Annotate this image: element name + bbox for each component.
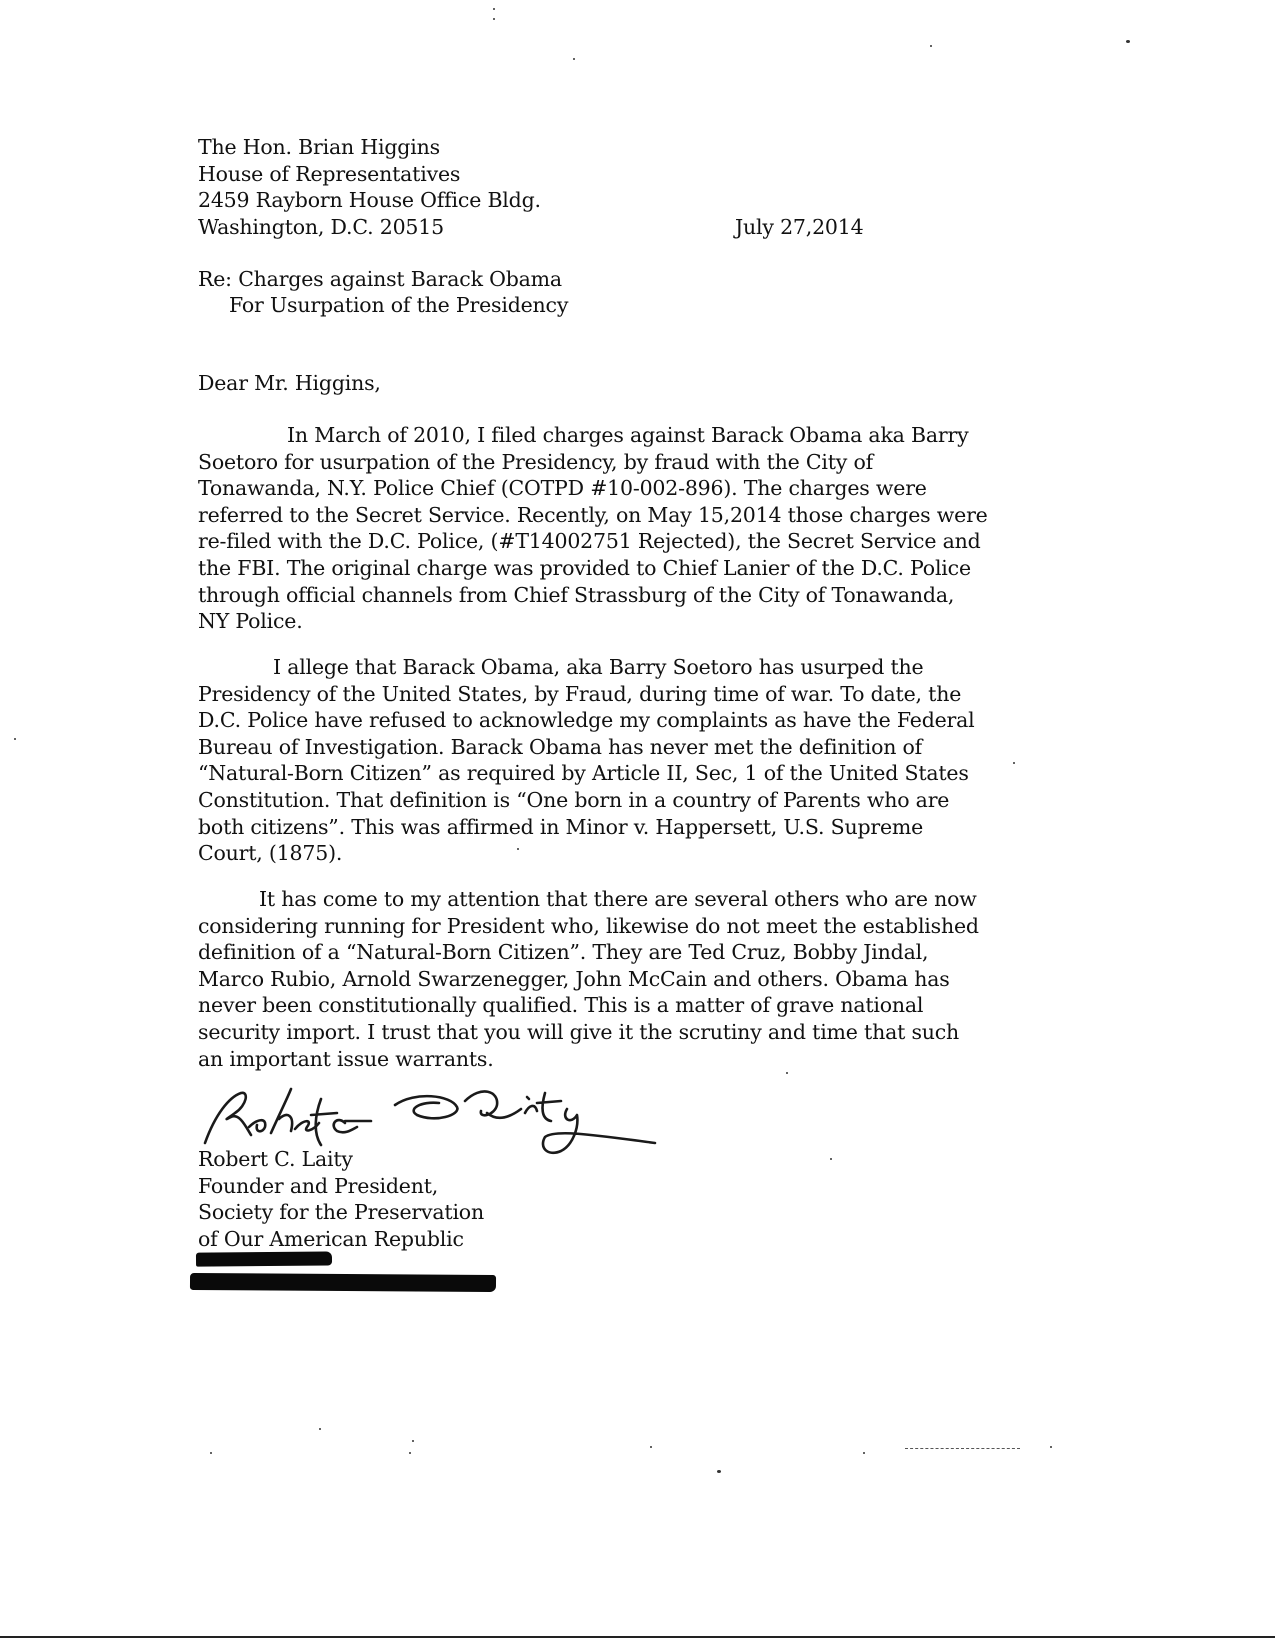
scan-speck — [1050, 1446, 1052, 1448]
recipient-line: Washington, D.C. 20515 — [198, 214, 444, 239]
paragraph-line: both citizens”. This was affirmed in Minor v. Happersett, U.S. Supreme — [198, 814, 924, 839]
scan-speck — [409, 1452, 411, 1454]
body-paragraph — [198, 886, 979, 1072]
paragraph-line: Presidency of the United States, by Fraud, during time of war. To date, the — [198, 681, 962, 706]
paragraph-line: through official channels from Chief Strassburg of the City of Tonawanda, — [198, 582, 955, 607]
paragraph-line: re-filed with the D.C. Police, (#T14002751 Rejected), the Secret Service and — [198, 529, 981, 554]
paragraph-line: It has come to my attention that there are several others who are now — [259, 887, 977, 911]
recipient-line: House of Representatives — [198, 161, 461, 186]
scan-speck — [1013, 762, 1015, 764]
paragraph-line: Marco Rubio, Arnold Swarzenegger, John McCain and others. Obama has — [198, 966, 950, 991]
scan-speck — [210, 1452, 212, 1454]
paragraph-line: referred to the Secret Service. Recently, on May 15,2014 those charges were — [198, 502, 988, 527]
scan-speck — [863, 1452, 865, 1454]
scan-speck — [650, 1446, 652, 1448]
signer-name: Robert C. Laity — [198, 1147, 353, 1171]
paragraph-line: Soetoro for usurpation of the Presidency, by fraud with the City of — [198, 449, 874, 474]
recipient-name: The Hon. Brian Higgins — [198, 135, 440, 159]
paragraph-line: Court, (1875). — [198, 841, 343, 866]
redaction-bar — [196, 1251, 332, 1266]
scan-speck — [14, 738, 16, 740]
paragraph-line: Bureau of Investigation. Barack Obama has never met the definition of — [198, 734, 923, 759]
paragraph-line: NY Police. — [198, 609, 303, 634]
signer-organization: of Our American Republic — [198, 1226, 464, 1251]
subject-line: Re: Charges against Barack Obama — [198, 267, 562, 291]
paragraph-line: Tonawanda, N.Y. Police Chief (COTPD #10-002-896). The charges were — [198, 476, 927, 501]
paragraph-line: never been constitutionally qualified. This is a matter of grave national — [198, 993, 924, 1018]
scan-speck — [493, 18, 495, 20]
scan-bottom-edge — [0, 1636, 1275, 1638]
salutation: Dear Mr. Higgins, — [198, 371, 381, 395]
scan-speck — [412, 1440, 414, 1442]
scan-speck — [319, 1428, 321, 1430]
paragraph-line: an important issue warrants. — [198, 1046, 494, 1071]
recipient-address — [198, 134, 541, 240]
body-paragraph — [198, 422, 988, 635]
paragraph-line: the FBI. The original charge was provided to Chief Lanier of the D.C. Police — [198, 555, 971, 580]
signer-block — [198, 1146, 484, 1252]
paragraph-line: considering running for President who, likewise do not meet the established — [198, 913, 979, 938]
signer-organization: Society for the Preservation — [198, 1200, 484, 1225]
scan-speck — [573, 58, 575, 60]
scan-speck — [830, 1158, 832, 1160]
body-paragraph — [198, 654, 975, 867]
redaction-bar — [190, 1273, 496, 1292]
scan-speck — [1126, 40, 1130, 43]
letter-date: July 27,2014 — [735, 215, 864, 239]
paragraph-line: definition of a “Natural-Born Citizen”. They are Ted Cruz, Bobby Jindal, — [198, 940, 929, 965]
scan-speck — [930, 45, 932, 47]
paragraph-line: Constitution. That definition is “One born in a country of Parents who are — [198, 787, 950, 812]
recipient-line: 2459 Rayborn House Office Bldg. — [198, 188, 541, 213]
scan-dash-line — [905, 1448, 1020, 1450]
paragraph-line: D.C. Police have refused to acknowledge my complaints as have the Federal — [198, 708, 975, 733]
paragraph-line: In March of 2010, I filed charges against Barack Obama aka Barry — [287, 423, 969, 447]
signer-title: Founder and President, — [198, 1173, 439, 1198]
paragraph-line: “Natural-Born Citizen” as required by Article II, Sec, 1 of the United States — [198, 761, 969, 786]
scan-speck — [717, 1470, 721, 1473]
paragraph-line: security import. I trust that you will give it the scrutiny and time that such — [198, 1019, 960, 1044]
scan-speck — [786, 1072, 788, 1074]
scan-speck — [493, 8, 495, 10]
paragraph-line: I allege that Barack Obama, aka Barry Soetoro has usurped the — [273, 655, 924, 679]
subject-line: For Usurpation of the Presidency — [229, 293, 569, 317]
